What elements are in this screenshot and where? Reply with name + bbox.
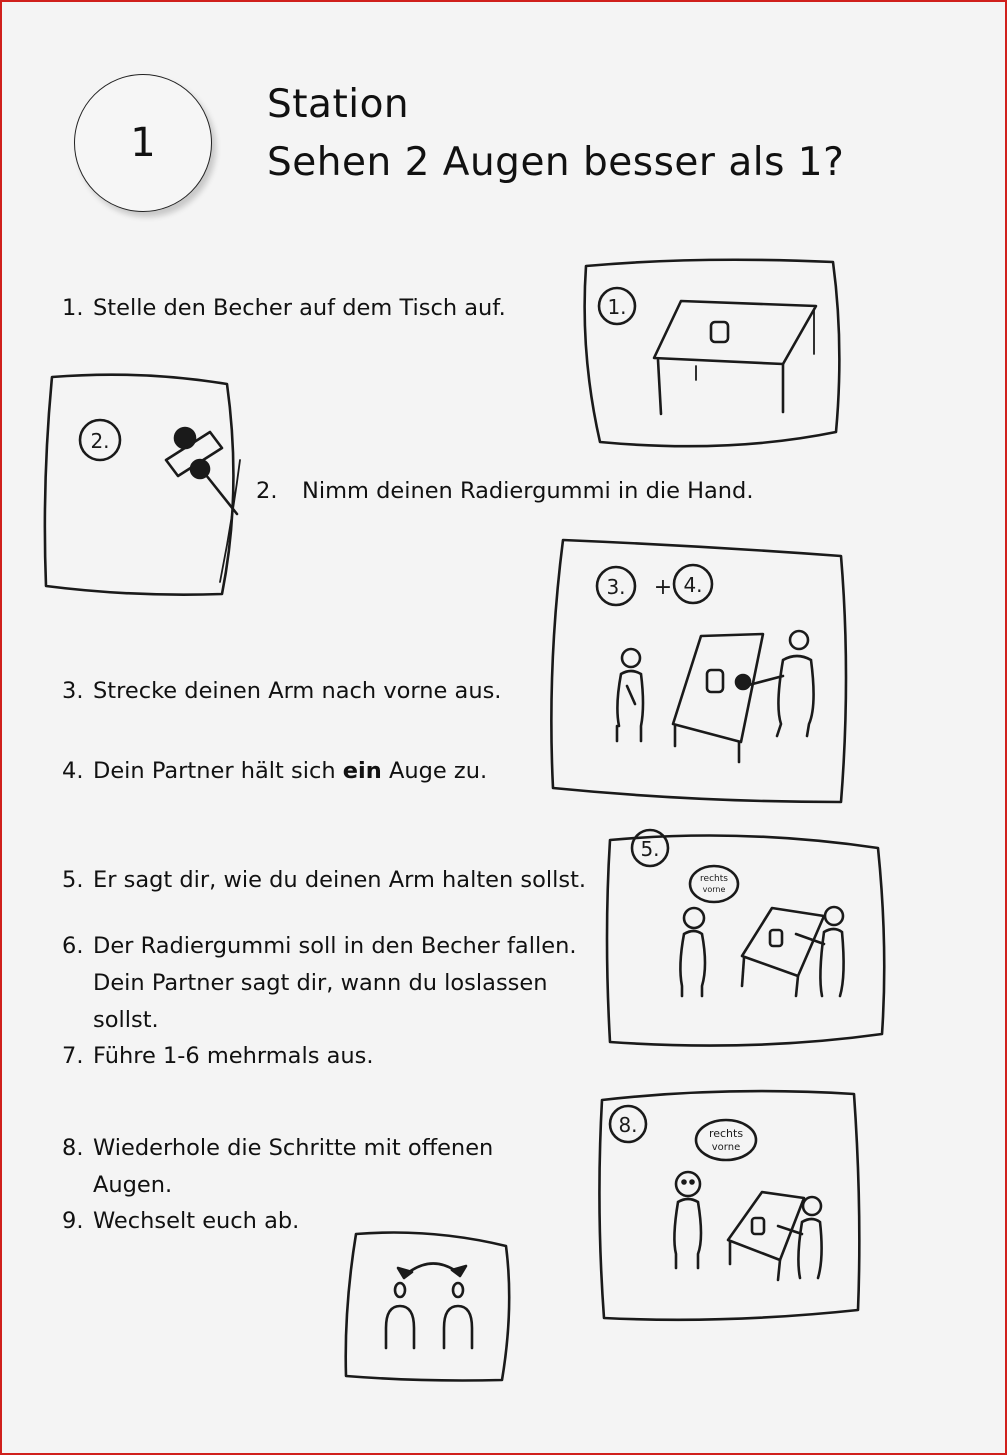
sketch-3-4-arm-stretched xyxy=(545,536,855,808)
partner-figure xyxy=(680,931,705,996)
eraser-icon xyxy=(736,675,750,689)
speech-bubble-line2: vorne xyxy=(711,1142,741,1153)
speech-bubble xyxy=(696,1120,756,1160)
title-question: Sehen 2 Augen besser als 1? xyxy=(267,140,845,185)
step-5: 5. Er sagt dir, wie du deinen Arm halten sollst. xyxy=(62,867,587,893)
step-4: 4. Dein Partner hält sich ein Auge zu. xyxy=(62,758,488,784)
sketch-label: 8. xyxy=(618,1113,638,1137)
sketch-1-cup-on-table xyxy=(578,254,848,454)
cup-icon xyxy=(707,670,723,692)
plus-sign: + xyxy=(653,575,673,600)
sketch-label: 4. xyxy=(683,573,703,597)
sketch-frame xyxy=(45,375,234,595)
sketch-label: 3. xyxy=(606,575,626,599)
partner-figure xyxy=(674,1199,701,1268)
step-9: 9. Wechselt euch ab. xyxy=(62,1208,300,1234)
step-1: 1. Stelle den Becher auf dem Tisch auf. xyxy=(62,295,506,321)
partner-head xyxy=(622,649,640,667)
step-2: 2. Nimm deinen Radiergummi in die Hand. xyxy=(256,478,754,504)
step-6: 6. Der Radiergummi soll in den Becher fallen. Dein Partner sagt dir, wann du loslassen sollst. xyxy=(62,933,577,1033)
person-figure xyxy=(386,1306,414,1348)
sketch-9-swap-roles xyxy=(342,1228,514,1386)
sketch-2-eraser-in-hand xyxy=(42,372,252,607)
partner-figure xyxy=(617,671,643,741)
sketch-frame xyxy=(346,1233,509,1381)
station-number-badge xyxy=(74,74,212,212)
step-7: 7. Führe 1-6 mehrmals aus. xyxy=(62,1043,374,1069)
person-head xyxy=(453,1283,463,1297)
table-top xyxy=(654,301,816,364)
title-station: Station xyxy=(267,82,410,127)
person-head xyxy=(803,1197,821,1215)
step-8: 8. Wiederhole die Schritte mit offenen Augen. xyxy=(62,1135,494,1198)
person-figure xyxy=(444,1306,472,1348)
speech-bubble-line2: vorne xyxy=(702,885,726,894)
person-head xyxy=(395,1283,405,1297)
cup-icon xyxy=(770,930,782,946)
step-3: 3. Strecke deinen Arm nach vorne aus. xyxy=(62,678,502,704)
table-top xyxy=(728,1192,804,1260)
person-head xyxy=(790,631,808,649)
sketch-label: 5. xyxy=(640,837,660,861)
person-head xyxy=(825,907,843,925)
station-number: 1 xyxy=(130,120,156,166)
partner-head xyxy=(676,1172,700,1196)
sketch-5-partner-guides xyxy=(602,826,892,1056)
speech-bubble-line1: rechts xyxy=(700,874,728,884)
arm-line xyxy=(202,470,237,514)
sketch-label: 2. xyxy=(90,429,110,453)
emphasis-ein: ein xyxy=(342,758,382,784)
cup-icon xyxy=(711,322,728,342)
table-top xyxy=(673,634,763,742)
sketch-label: 1. xyxy=(607,295,627,319)
cup-icon xyxy=(752,1218,764,1234)
sketch-8-open-eyes xyxy=(596,1088,866,1328)
speech-bubble-line1: rechts xyxy=(708,1127,744,1140)
speech-bubble xyxy=(690,866,738,902)
partner-head xyxy=(684,908,704,928)
